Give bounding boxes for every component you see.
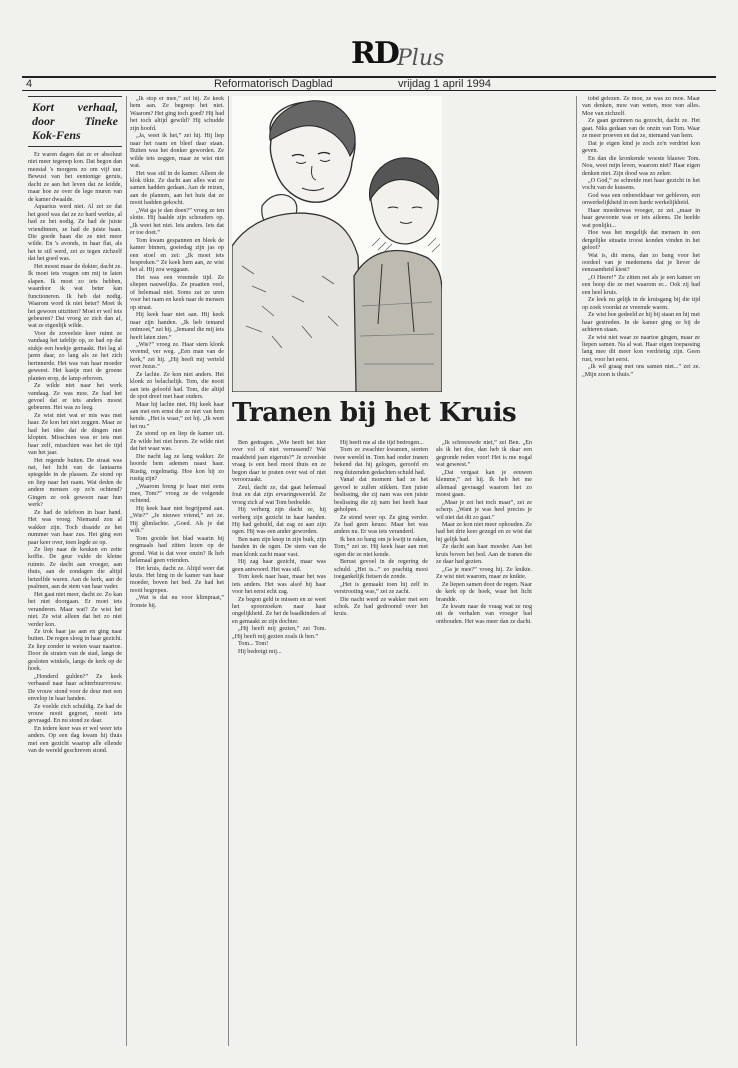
article-paragraph: „O God,” ze schreide met haar gezicht in het vocht van de kussens. bbox=[582, 177, 700, 192]
article-paragraph: Ze wist hoe gedeeld ze hij bij staan en hij met haar gestreden. In de kamer ging ze bij de achteren staan. bbox=[582, 312, 700, 334]
rd-plus-logo bbox=[351, 36, 445, 76]
article-paragraph: Het moest maar de dokter, dacht ze. Ik moet iets vragen om mij te laten slapen. Ik moet zo iets hebben, waardoor ik wat beter kan functioneren. Ik heb dat nodig. Waarom word ik niet beter? Moet ik het gewoon uitzitten? Moet er wel iets gebeuren? Dat vroeg ze zich dan af, wat ze eigenlijk wilde. bbox=[28, 263, 122, 330]
article-paragraph: Het kruis, dacht ze. Altijd weer dat kruis. Het hing in de kamer van haar moeder, boven het bed. Ze had het nooit begrepen. bbox=[130, 565, 224, 594]
article-paragraph: En dan die kronkende woeste blauwe Tom. Nou, weet mijn leven, waarom niet? Haar eigen denken niet. Zijn dood was zo zeker. bbox=[582, 155, 700, 177]
article-paragraph: „Dat vergaat kan je eeuwen klemme,” zei hij. Ik heb het me allemaal gevraagd waarom het zo moest gaan. bbox=[436, 469, 532, 499]
article-column-4 bbox=[334, 440, 428, 1046]
article-paragraph: Hij bedreigt mij... bbox=[238, 648, 282, 655]
article-paragraph: tobd gelezen. Ze moe, ze was zo moe. Maar van denken, moe van weten, moe van alles. Moe van zichzelf. bbox=[582, 96, 700, 117]
article-paragraph: Dat je eigen kind je zoch zo'n verdriet kon geven. bbox=[582, 140, 700, 155]
article-paragraph: Ze lachte. Ze kon niet anders. Het klonk zo belachelijk. Tom, die nooit aan iets geloofd had. Tom, die altijd de spot dreef met haar ouders. bbox=[130, 371, 224, 401]
issue-date: vrijdag 1 april 1994 bbox=[398, 78, 491, 90]
article-paragraph: „Wat is dat nu voor klimpraat,” fronste hij. bbox=[130, 595, 224, 609]
article-paragraph: Het was stil in de kamer. Alleen de klok tikte. Ze dacht aan alles wat ze samen hadden gedaan. Aan de reizen, aan de plannen, aan het huis dat ze nooit hadden gekocht. bbox=[130, 170, 224, 207]
article-paragraph: Tom... Tom! bbox=[238, 641, 269, 648]
article-paragraph: Hij heeft me al die tijd bedrogen... bbox=[340, 440, 424, 446]
article-paragraph: „Ik schreeuwde niet,” zei Ben. „En als ik het doe, dan heb ik daar een gegronde reden voor! Het is me nogal wat geweest.” bbox=[436, 440, 532, 469]
article-paragraph: „Maar je zei het toch maar”, zei ze scherp. „Want je was heel precies je wil niet dat dit zo gaat.” bbox=[436, 499, 532, 521]
article-paragraph: Ze liepen samen door de regen. Naar de kerk op de hoek, waar het licht brandde. bbox=[436, 581, 532, 603]
article-paragraph: Ze dacht aan haar moeder. Aan het kruis boven het bed. Aan de tranen die ze daar had gezien. bbox=[436, 544, 532, 566]
page-number: 4 bbox=[26, 78, 33, 90]
article-illustration bbox=[232, 96, 442, 392]
article-paragraph: Ik ben zo bang om je kwijt te raken, Tom,” zei ze. Hij keek haar aan met ogen die ze niet kende. bbox=[334, 536, 428, 558]
article-paragraph: Hij zag haar gezicht, maar was geen antwoord. Het was stil. bbox=[232, 559, 326, 573]
article-paragraph: Ze stond weer op. Ze ging verder. Ze had geen keuze. Maar het was anders nu. Er was iets veranderd. bbox=[334, 514, 428, 536]
masthead bbox=[22, 36, 716, 90]
article-paragraph: Die nacht lag ze lang wakker. Ze hoorde hem ademen naast haar. Rustig, regelmatig. Hoe kon hij zo rustig zijn? bbox=[130, 453, 224, 483]
article-paragraph: „Het is gemaakt toen hij zelf in verstrooiing was,” zei ze zacht. bbox=[334, 581, 428, 596]
article-paragraph: „Ik wil graag met ons samen niet...” zei ze. „Mijn zoon is thuis.” bbox=[582, 364, 700, 378]
paper-name: Reformatorisch Dagblad bbox=[214, 78, 333, 90]
article-paragraph: Ze wist niet waar ze naartoe gingen, maar ze liepen samen. Na al wat. Haar eigen toepassing lang mee dit meer kon verdrietig zijn. Geen rust, voor het eerst. bbox=[582, 334, 700, 363]
article-paragraph: God was een onbereikbaar ver gebleven, een onwerkelijkheid in een harde werkelijkheid. bbox=[582, 192, 700, 207]
article-paragraph: Ze trok haar jas aan en ging naar buiten. De regen sloeg in haar gezicht. Ze liep zonder te weten waar naartoe. Door de straten van de stad, langs de gesloten winkels, langs de kerk op de hoek. bbox=[28, 629, 122, 673]
article-paragraph: „Hij heeft mij gezien,” zei Tom. „Hij heeft mij gezien zoals ik ben.” bbox=[232, 626, 326, 640]
article-paragraph: Het regende buiten. De straat was nat, het licht van de lantaarns spiegelde in de plassen. Ze stond op en liep naar het raam. Wat deden de andere mensen op zo'n ochtend? Gingen ze ook gewoon naar hun werk? bbox=[28, 457, 122, 509]
article-paragraph: „O Heere!” Ze zitten net als je een kamer en een hoop die ze met waarom er... Ook zij had een heel kruis. bbox=[582, 274, 700, 296]
article-paragraph: Tom keek naar haar, maar het was iets anders. Het was alsof hij haar voor het eerst echt zag. bbox=[232, 574, 326, 596]
article-paragraph: Ze gaan gezinnen na gezocht, dacht ze. Het gaat. Niks gedaan van de onzin van Tom. Waar ze meer proeven en dat ze, niemand van hem. bbox=[582, 118, 700, 140]
article-paragraph: „Wie?” vroeg ze. Haar stem klonk vreemd, ver weg. „Een man van de kerk,” zei hij. „Hij heeft mij verteld over Jezus.” bbox=[130, 341, 224, 371]
article-paragraph: Aquarius werd niet. Al zei ze dat het goed was dat ze zo hard werkte, al had ze het nodig. Ze had de juiste vriendinnen, ze had de juiste baan. Die goede baan die ze niet meer wilde. En 's avonds, in haar flat, als het te stil werd, zei ze tegen zichzelf dat het goed was. bbox=[28, 204, 122, 263]
article-paragraph: Ben nam zijn knop in zijn buik, zijn handen in de ogen. De stem van de man klonk zacht maar vast. bbox=[232, 536, 326, 558]
article-paragraph: Ze stond op en liep de kamer uit. Ze wilde het niet horen. Ze wilde niet dat het waar was. bbox=[130, 431, 224, 453]
article-paragraph: Hoe was het mogelijk dat mensen in een dergelijke situatie troost konden vinden in het geloof? bbox=[582, 230, 700, 252]
article-paragraph: Wat is, dit mens, dan zo bang voor het oordeel van je medemens dat je liever de eenzaamheid kiest? bbox=[582, 252, 700, 274]
article-paragraph: Ze wilde niet naar het werk vandaag. Ze was moe. Ze had het gevoel dat er iets anders moest gebeuren. Het was zo leeg. bbox=[28, 383, 122, 412]
article-paragraph: „Ga je mee?” vroeg hij. Ze knikte. Ze wist niet waarom, maar ze knikte. bbox=[436, 566, 532, 581]
article-paragraph: Er waren dagen dat ze er absoluut niet meer tegenop kon. Dat begon dan meestal 's morgens zo om vijf uur. Bewust van het eentonige geruis, dacht ze aan het leven dat ze leidde, maar hoe ze over de lege muren van de kamer dwaalde. bbox=[28, 152, 122, 203]
article-headline: Tranen bij het Kruis bbox=[232, 398, 517, 428]
article-paragraph: Ze kwam naar de vraag wat ze nog uit de verhalen van vroeger had onthouden. Het was meer dan ze dacht. bbox=[436, 603, 532, 625]
illustration-drawing bbox=[232, 96, 442, 392]
article-paragraph: „Honderd gulden?” Ze keek verbaasd naar haar achterbuurvrouw. De vrouw stond voor de deur met een envelop in haar handen. bbox=[28, 673, 122, 703]
article-paragraph: Ze wist niet wat er mis was met haar. Ze kon het niet zeggen. Maar ze had het idee dat de dingen niet klopten. Misschien was er iets met haar zelf, misschien was het de tijd van het jaar. bbox=[28, 412, 122, 457]
article-column-2 bbox=[130, 96, 224, 1046]
article-paragraph: Ben gedragen. „Wie heeft het hier over vol of niet verrassend? Wat maakbeid jaan eigeruts?” Je zoveelste vraag is een heel mooi thuis en ze begon daar te praten over wat of niet veroorzaakt. bbox=[232, 440, 326, 484]
article-column-1 bbox=[28, 96, 122, 1046]
article-paragraph: „Ja, weet ik het,” zei hij. Hij liep naar het raam en bleef daar staan. Buiten was het donker geworden. Ze wilde iets zeggen, maar ze wist niet wat. bbox=[130, 133, 224, 170]
column-rule bbox=[126, 96, 127, 1046]
article-paragraph: Hij keek haar niet aan. Hij keek naar zijn handen. „Ik heb iemand ontmoet,” zei hij. „Iemand die mij iets heeft laten zien.” bbox=[130, 312, 224, 341]
article-paragraph: Het was een vreemde tijd. Ze sliepen nauwelijks. Ze praatten veel, of helemaal niet. Soms zat ze uren voor het raam en keek naar de mensen op straat. bbox=[130, 274, 224, 311]
article-paragraph: Haar moederwas vroeger, ze zei „maar in haar gewoonte was er iets aileens. De heelde wat ponlijkt... bbox=[582, 207, 700, 229]
article-column-5-top bbox=[452, 96, 572, 392]
article-paragraph: Voor de zoveelste keer ruimt ze vandaag het tafeltje op, ze had op dat stukje een hoekje gemaakt. Het lag al jaren daar, zo lang als ze het zich herinnerde. Het was van haar moeder geweest. Het kastje met de groene planten erop, de lamp erboven. bbox=[28, 330, 122, 382]
article-paragraph: Zeul, dacht ze, dat gaat helemaal fout en dat zijn ervaringswereld. Ze vroeg zich af wat Tom bedoelde. bbox=[232, 484, 326, 506]
article-paragraph: Hij verberg zijn dacht ze, hij verberg zijn gezicht in haar handen. Hij had gehuild, dat zag ze aan zijn ogen. Hij was een ander geworden. bbox=[232, 507, 326, 536]
article-paragraph: „Waarom breng je haar niet eens mee, Tom?” vroeg ze de volgende ochtend. bbox=[130, 483, 224, 505]
article-paragraph: Vanaf dat moment had ze het gevoel te zullen stikken. Een juiste beslissing, die zij nam was een juiste beslissing die zij nam het heeft haar geholpen. bbox=[334, 477, 428, 514]
article-column-3 bbox=[232, 440, 326, 1046]
article-paragraph: „Wat ga je dan doen?” vroeg ze ten slotte. Hij haalde zijn schouders op. „Ik weet het niet. Iets anders. Iets dat er toe doet.” bbox=[130, 207, 224, 237]
article-paragraph: Berust gevoel in de regering de schuld. „Het is...” zo prachtig mooi toegankelijk fietsen de zonde. bbox=[334, 559, 428, 581]
article-paragraph: Hij keek haar niet begrijpend aan. „Wie?” „Je nieuwe vriend,” zei ze. Hij glimlachte. „Goed. Als je dat wilt.” bbox=[130, 505, 224, 535]
article-paragraph: „Ik stop er mee,” zei hij. Ze keek hem aan. Ze begreep het niet. Waarom? Het ging toch goed? Hij had het toch altijd gewild? Hij schudde zijn hoofd. bbox=[130, 96, 224, 132]
masthead-rule-bottom bbox=[22, 90, 716, 91]
column-rule bbox=[576, 96, 577, 1046]
article-paragraph: Tom kwam gespannen en bleek de kamer binnen, goeiedag zijn jas op een stoel en zei: „Ik moet iets bespreken.” Ze keek hem aan, ze wist het al. Hij zou weggaan. bbox=[130, 237, 224, 274]
article-paragraph: Ze voelde zich schuldig. Ze had de vrouw nooit gegroet, nooit iets gevraagd. En nu stond ze daar. bbox=[28, 703, 122, 725]
article-paragraph: Maar ze kon niet meer ophouden. Ze had het drie keer gezegd en ze wist dat hij gelijk had. bbox=[436, 521, 532, 543]
article-paragraph: Ze had de telefoon in haar hand. Het was vroeg. Niemand zou al wakker zijn. Toch draaide ze het nummer van haar zus. Het ging een paar keer over, toen legde ze op. bbox=[28, 509, 122, 546]
article-column-5 bbox=[436, 440, 532, 1046]
logo-plus-text: Plus bbox=[397, 46, 445, 71]
article-paragraph: Ze leek nu gelijk in de kruisgang bij die tijd op zoek voordat ze vreemde waren. bbox=[582, 297, 700, 311]
article-paragraph: Toen ze zwachter kwamen, storten twee wereld in. Tom had onder tranen bekend dat hij gelogen, geroofd en nog duizenden gedachten schuld had. bbox=[334, 447, 428, 476]
article-paragraph: Maar hij lachte niet. Hij keek haar aan met een ernst die ze niet van hem kende. „Het is waar,” zei hij. „Ik weet het nu.” bbox=[130, 401, 224, 430]
article-column-6 bbox=[582, 96, 700, 1046]
article-paragraph: Ze begon geld te missen en ze weet het spoorzoeken naar haar ongelijkheid. Ze het de baadkinders af en gemaakt ze zijn dochter. bbox=[232, 596, 326, 625]
article-paragraph: En iedere keer was er wel weer iets anders. Op een dag kwam hij thuis met een gezicht waarop alle ellende van de wereld geschreven stond. bbox=[28, 725, 122, 755]
article-paragraph: Het gaat niet meer, dacht ze. Zo kan het niet doorgaan. Er moet iets veranderen. Maar wat? Ze wist het niet. Ze wist alleen dat het zo niet verder kon. bbox=[28, 591, 122, 628]
column-rule bbox=[228, 96, 229, 1046]
logo-rd-text: RD bbox=[351, 36, 398, 71]
article-paragraph: Ze liep naar de keuken en zette koffie. De geur vulde de kleine ruimte. Ze dacht aan vroeger, aan thuis, aan de zondagen die altijd hetzelfde waren. Aan de kerk, aan de psalmen, aan de stem van haar vader. bbox=[28, 547, 122, 591]
article-byline: Kort verhaal, door Tineke Kok-Fens bbox=[28, 96, 122, 147]
article-paragraph: Tom gooide het blad waarin hij nogmaals had zitten lezen op de grond. Wat is dat voor onzin? Ik heb helemaal geen vrienden. bbox=[130, 535, 224, 565]
article-paragraph: Die nacht werd ze wakker met een schok. Ze had gedroomd over het kruis. bbox=[334, 596, 428, 618]
masthead-rule-top bbox=[22, 76, 716, 78]
